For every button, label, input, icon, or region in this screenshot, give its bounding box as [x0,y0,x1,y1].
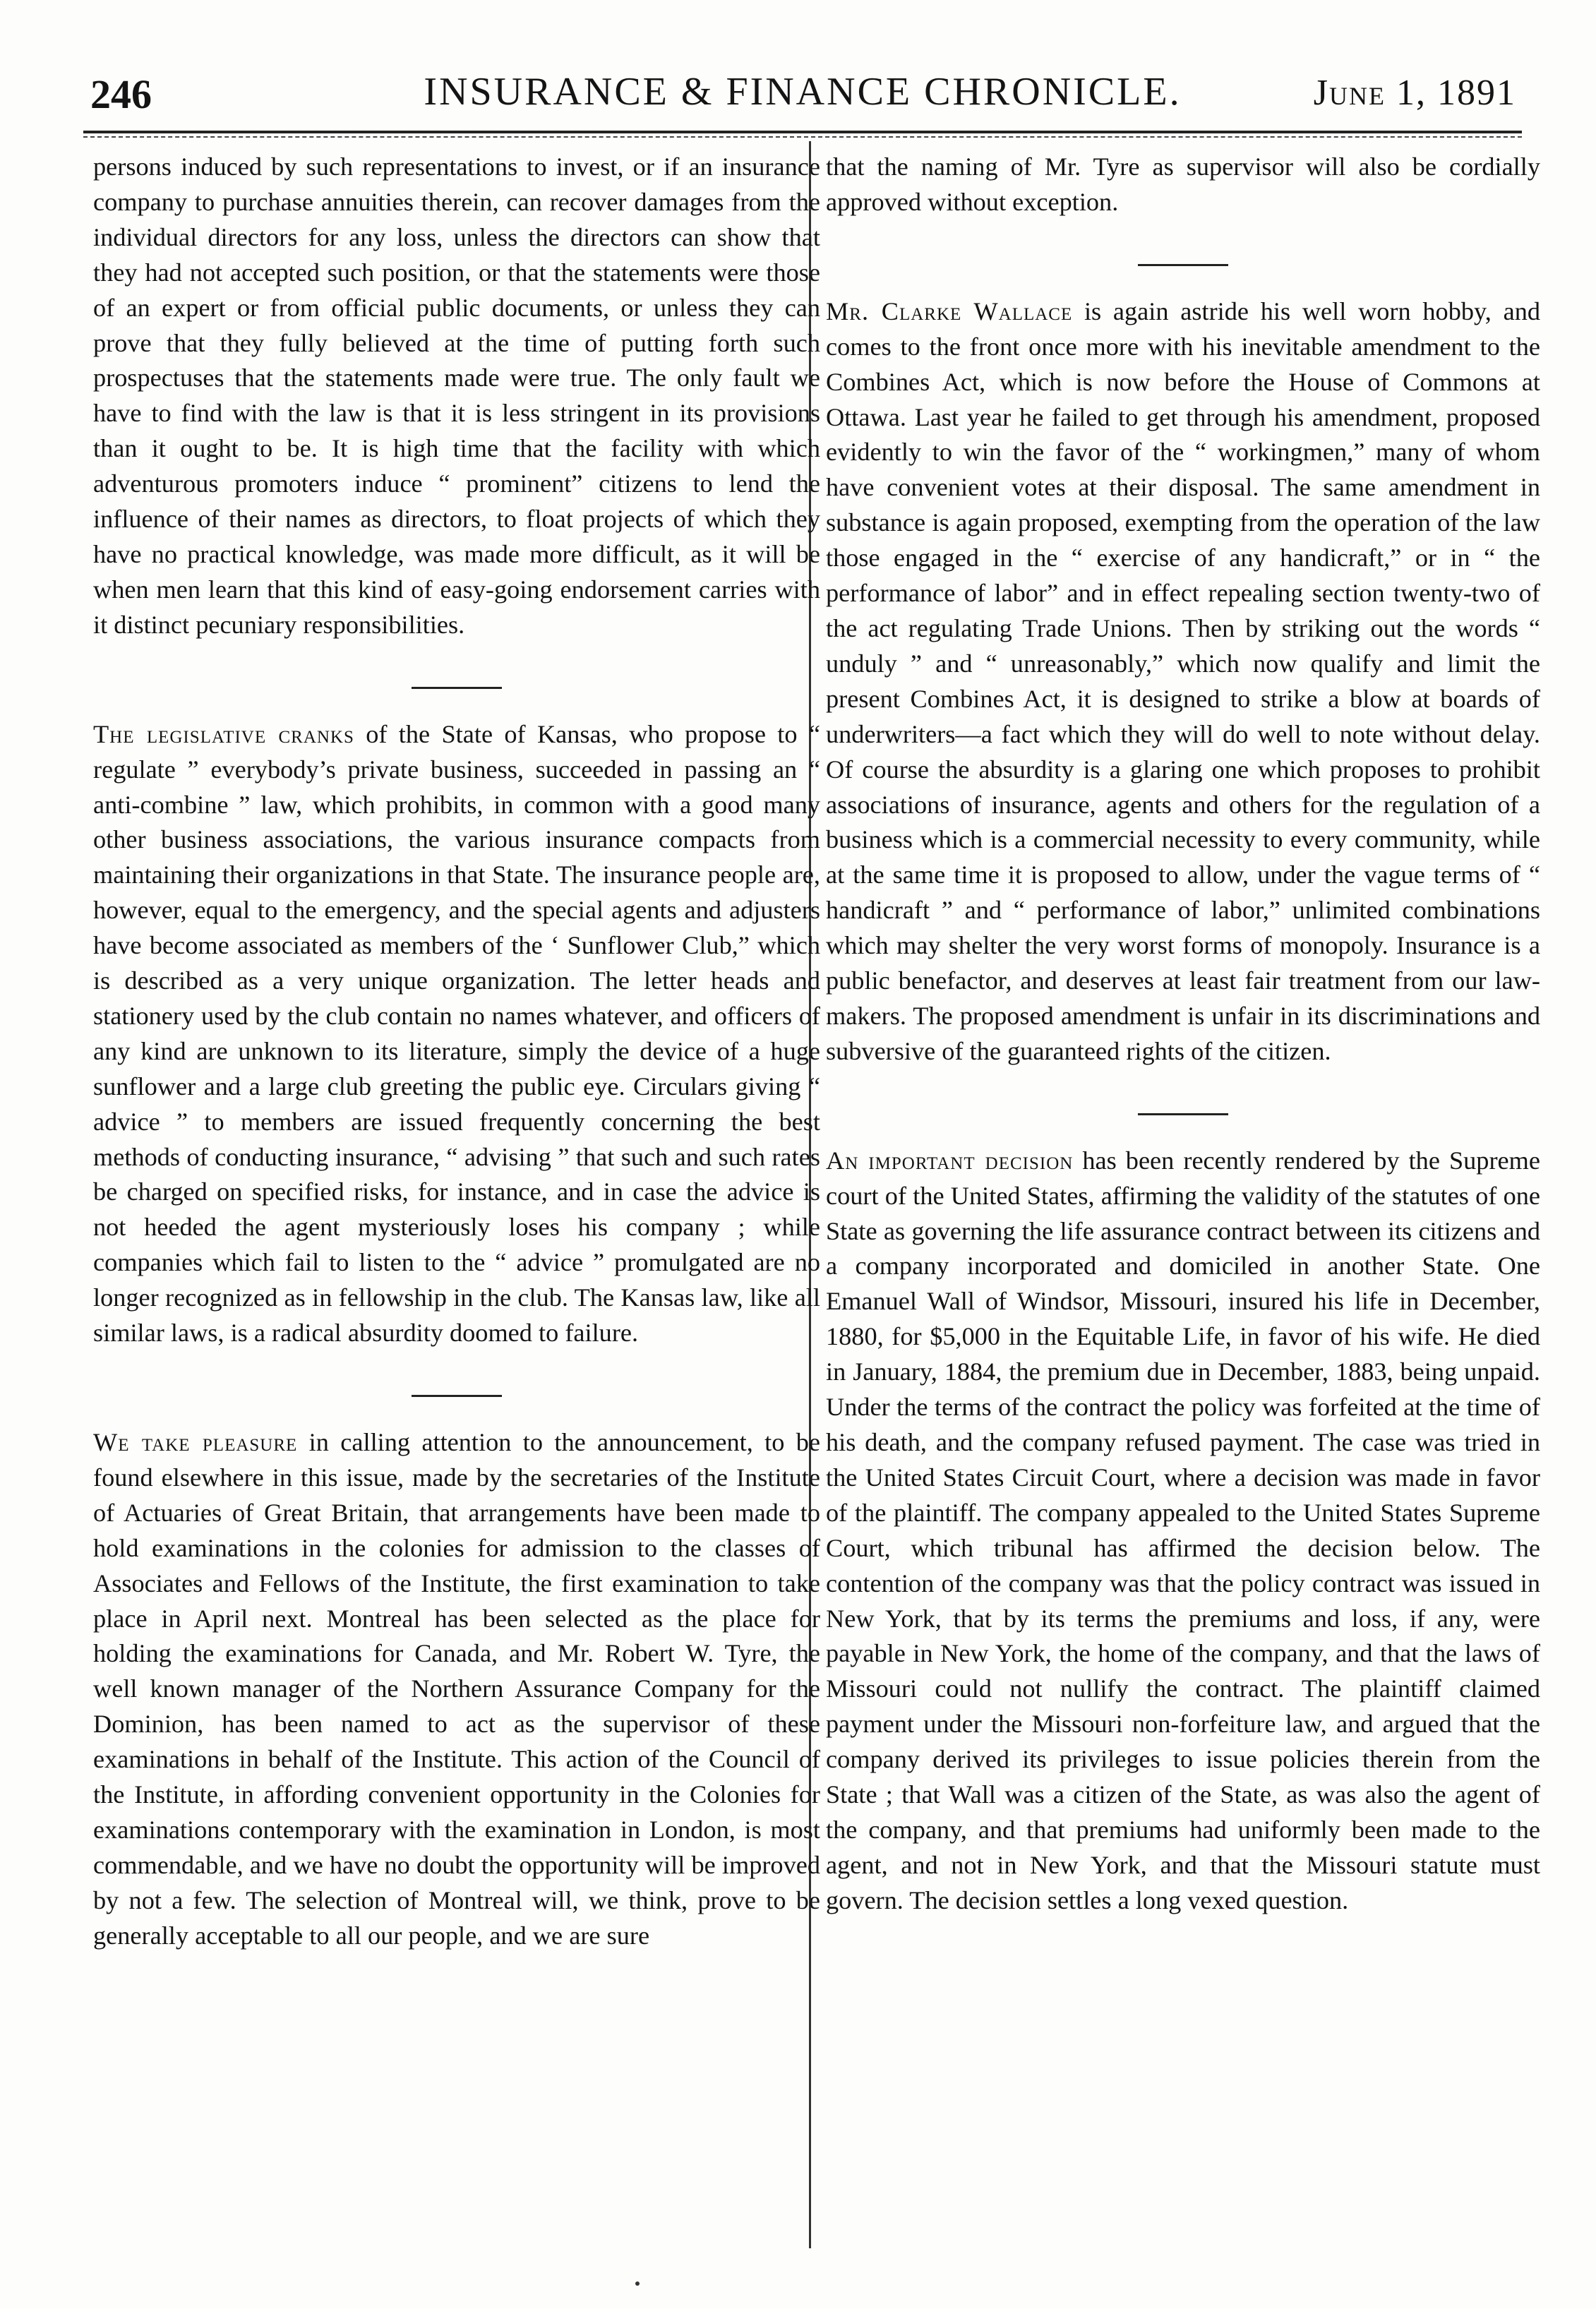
article-actuaries-exams-continued: that the naming of Mr. Tyre as supervisor will also be cordially approved without exception. [826,152,1540,216]
page-header [83,65,1522,128]
header-rule-dashed [83,136,1522,138]
right-column [826,150,1540,1919]
page-number: 246 [90,71,152,117]
article-kansas-cranks [93,717,820,1351]
article-actuaries-exams [93,1425,820,1954]
article-lead-in: The legislative cranks [93,719,354,748]
article-lead-in: An important decision [826,1146,1074,1175]
article-body: in calling attention to the announcement, to be found elsewhere in this issue, made by the secretaries of the Institute of Actuaries of Great Britain, that arrangements have been made to hold examinations in the colonies for admission to the classes of Associates and Fellows of the Institute, the first examination to take place in April next. Montreal has been selected as the place for holding the examinations for Canada, and Mr. Robert W. Tyre, the well known manager of the Northern Assurance Company for the Dominion, has been named to act as the supervisor of these examinations in behalf of the Institute. This action of the Council of the Institute, in affording convenient opportunity in the Colonies for examinations contemporary with the examination in London, is most commendable, and we have no doubt the opportunity will be improved by not a few. The selection of Montreal will, we think, prove to be generally acceptable to all our people, and we are sure [93,1428,820,1950]
article-body: is again astride his well worn hobby, and comes to the front once more with his inevitable amendment to the Combines Act, which is now before the House of Commons at Ottawa. Last year he failed to get through his amendment, proposed evidently to win the favor of the “ workingmen,” many of whom have convenient votes at their disposal. The same amendment in substance is again proposed, exempting from the operation of the law those engaged in the “ exercise of any handicraft,” or in “ the performance of labor” and in effect repealing section twenty-two of the act regulating Trade Unions. Then by striking out the words “ unduly ” and “ unreasonably,” which now qualify and limit the present Combines Act, it is designed to strike a blow at boards of underwriters—a fact which they will do well to note without delay. Of course the absurdity is a glaring one which proposes to prohibit associations of insurance, agents and others for the regulation of a business which is a commercial necessity to every community, while at the same time it is proposed to allow, under the vague terms of “ handicraft ” and “ performance of labor,” unlimited combinations which may shelter the very worst forms of monopoly. Insurance is a public benefactor, and deserves at least fair treatment from our law-makers. The proposed amendment is unfair in its discriminations and subversive of the guaranteed rights of the citizen. [826,296,1541,1065]
print-speck [635,2281,640,2286]
article-combines-act [826,294,1540,1069]
article-lead-in: We take pleasure [93,1428,298,1456]
article-body: has been recently rendered by the Supreme court of the United States, affirming the validity of the statutes of one State as governing the life assurance contract between its citizens and a company incorporated and domiciled in another State. One Emanuel Wall of Windsor, Missouri, insured his life in December, 1880, for $5,000 in the Equitable Life, in favor of his wife. He died in January, 1884, the premium due in December, 1883, being unpaid. Under the terms of the contract the policy was forfeited at the time of his death, and the company refused payment. The case was tried in the United States Circuit Court, where a decision was made in favor of the plaintiff. The company appealed to the United States Supreme Court, which tribunal has affirmed the decision below. The contention of the company was that the policy contract was issued in New York, that by its terms the premiums and loss, if any, were payable in New York, the home of the company, and that the laws of Missouri could not nullify the contract. The plaintiff claimed payment under the Missouri non-forfeiture law, and argued that the company derived its privileges to issue policies therein from the State ; that Wall was a citizen of the State, as was also the agent of the company, and that premiums had uniformly been made to the agent, and not in New York, and that the Missouri statute must govern. The decision settles a long vexed question. [826,1146,1540,1914]
publication-title: INSURANCE & FINANCE CHRONICLE. [424,70,1182,114]
article-lead-in: Mr. Clarke Wallace [826,296,1073,325]
article-body: of the State of Kansas, who propose to “ regulate ” everybody’s private business, succeeded in passing an “ anti-combine ” law, which prohibits, in common with a good many other business associations, the various insurance compacts from maintaining their organizations in that State. The insurance people are, however, equal to the emergency, and the special agents and adjusters have become associated as members of the ‘ Sunflower Club,” which is described as a very unique organization. The letter heads and stationery used by the club contain no names whatever, and officers of any kind are unknown to its literature, simply the device of a huge sunflower and a large club greeting the public eye. Circulars giving “ advice ” to members are issued frequently concerning the best methods of conducting insurance, “ advising ” that such and such rates be charged on specified risks, for instance, and in case the advice is not heeded the agent mysteriously loses his company ; while companies which fail to listen to the “ advice ” promulgated are no longer recognized as in fellowship in the club. The Kansas law, like all similar laws, is a radical absurdity doomed to failure. [93,719,820,1348]
header-rule [83,131,1522,133]
left-column [93,150,820,1954]
article-directors-liability: persons induced by such representations to invest, or if an insurance company to purchase annuities therein, can recover damages from the individual directors for any loss, unless the directors can show that they had not accepted such position, or that the statements were those of an expert or from official public documents, or unless they can prove that they fully believed at the time of putting forth such prospectuses that the statements made were true. The only fault we have to find with the law is that it is less stringent in its provisions than it ought to be. It is high time that the facility with which adventurous promoters induce “ prominent” citizens to lend the influence of their names as directors, to float projects of which they have no practical knowledge, was made more difficult, as it will be when men learn that this kind of easy-going endorsement carries with it distinct pecuniary responsibilities. [93,152,820,639]
issue-date: June 1, 1891 [1313,73,1516,113]
article-supreme-court-decision [826,1144,1540,1919]
